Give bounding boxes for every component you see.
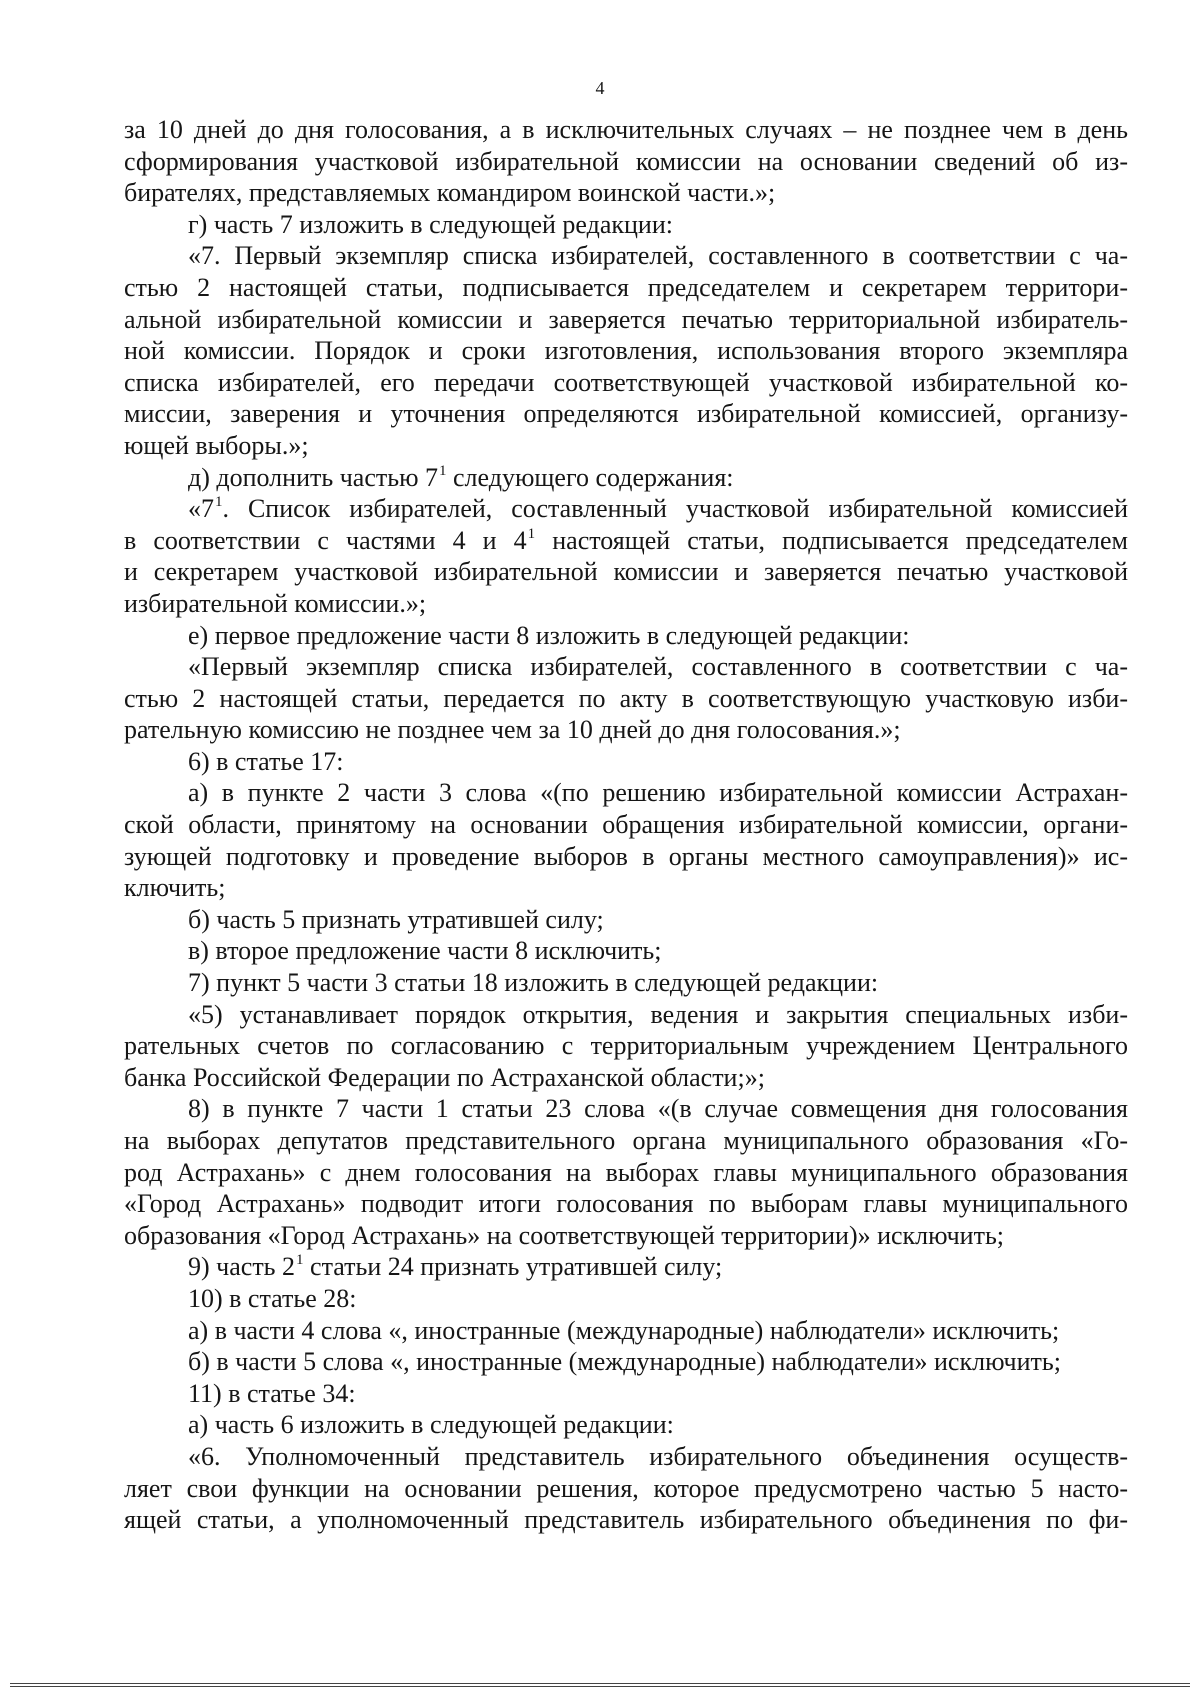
line-text: «Город Астрахань» подводит итоги голосования по выборам главы муниципального	[124, 1189, 1128, 1219]
line-text: миссии, заверения и уточнения определяются избирательной комиссией, организу-	[124, 399, 1128, 429]
line-text-continued: статьи 24 признать утратившей силу;	[303, 1252, 723, 1282]
line-text: банка Российской Федерации по Астраханской области;»;	[124, 1062, 765, 1092]
text-line	[124, 1220, 1128, 1252]
text-line	[124, 714, 1128, 746]
text-line	[124, 935, 1128, 967]
line-text: ящей статьи, а уполномоченный представитель избирательного объединения по фи-	[124, 1505, 1128, 1535]
line-text: ключить;	[124, 873, 226, 903]
text-line	[124, 999, 1128, 1031]
text-line	[124, 1409, 1128, 1441]
line-text: бирателях, представляемых командиром воинской части.»;	[124, 178, 776, 208]
text-line	[124, 872, 1128, 904]
page-number: 4	[595, 78, 605, 98]
line-text: «6. Уполномоченный представитель избирательного объединения осуществ-	[188, 1441, 1128, 1471]
text-line	[124, 1125, 1128, 1157]
line-text: «7	[188, 494, 214, 524]
text-line	[124, 209, 1128, 241]
document-body	[124, 114, 1128, 1536]
line-text: зующей подготовку и проведение выборов в органы местного самоуправления)» ис-	[124, 841, 1128, 871]
text-line	[124, 1441, 1128, 1473]
line-text: рательную комиссию не позднее чем за 10 дней до дня голосования.»;	[124, 715, 901, 745]
superscript: 1	[215, 494, 223, 511]
text-line	[124, 1473, 1128, 1505]
text-line	[124, 1315, 1128, 1347]
text-line	[124, 588, 1128, 620]
footer-rule	[10, 1686, 1190, 1687]
text-line	[124, 272, 1128, 304]
text-line	[124, 493, 1128, 525]
footer-rule	[10, 1683, 1190, 1684]
line-text: сформирования участковой избирательной комиссии на основании сведений об из-	[124, 146, 1128, 176]
superscript: 1	[296, 1252, 304, 1269]
line-text: стью 2 настоящей статьи, подписывается председателем и секретарем территори-	[124, 272, 1128, 302]
line-text-continued: следующего содержания:	[446, 462, 734, 492]
line-text: списка избирателей, его передачи соответствующей участковой избирательной ко-	[124, 367, 1128, 397]
text-line	[124, 746, 1128, 778]
text-line	[124, 1093, 1128, 1125]
text-line	[124, 367, 1128, 399]
line-text: а) часть 6 изложить в следующей редакции:	[188, 1410, 674, 1440]
line-text: е) первое предложение части 8 изложить в следующей редакции:	[188, 620, 910, 650]
line-text: 10) в статье 28:	[188, 1283, 357, 1313]
text-line	[124, 430, 1128, 462]
line-text: а) в части 4 слова «, иностранные (международные) наблюдатели» исключить;	[188, 1315, 1060, 1345]
text-line	[124, 683, 1128, 715]
text-line	[124, 146, 1128, 178]
line-text: образования «Город Астрахань» на соответствующей территории)» исключить;	[124, 1220, 1005, 1250]
line-text: и секретарем участковой избирательной комиссии и заверяется печатью участковой	[124, 557, 1128, 587]
line-text: избирательной комиссии.»;	[124, 588, 427, 618]
superscript: 1	[527, 525, 536, 542]
line-text: в) второе предложение части 8 исключить;	[188, 936, 662, 966]
text-line	[124, 1504, 1128, 1536]
line-text: ской области, принятому на основании обращения избирательной комиссии, органи-	[124, 810, 1128, 840]
line-text: б) в части 5 слова «, иностранные (международные) наблюдатели» исключить;	[188, 1347, 1061, 1377]
line-text: 7) пункт 5 части 3 статьи 18 изложить в следующей редакции:	[188, 968, 879, 998]
text-line	[124, 841, 1128, 873]
line-text: за 10 дней до дня голосования, а в исключительных случаях – не позднее чем в день	[124, 115, 1128, 144]
line-text: в соответствии с частями 4 и 4	[124, 525, 527, 555]
line-text: «7. Первый экземпляр списка избирателей, составленного в соответствии с ча-	[188, 241, 1128, 271]
line-text: 8) в пункте 7 части 1 статьи 23 слова «(в случае совмещения дня голосования	[188, 1094, 1128, 1124]
line-text: 11) в статье 34:	[188, 1378, 356, 1408]
line-text: «5) устанавливает порядок открытия, ведения и закрытия специальных изби-	[188, 999, 1128, 1029]
line-text: на выборах депутатов представительного органа муниципального образования «Го-	[124, 1126, 1128, 1155]
text-line	[124, 1346, 1128, 1378]
text-line	[124, 240, 1128, 272]
text-line	[124, 462, 1128, 494]
text-line	[124, 651, 1128, 683]
text-line	[124, 777, 1128, 809]
line-text: ной комиссии. Порядок и сроки изготовления, использования второго экземпляра	[124, 336, 1128, 366]
text-line	[124, 335, 1128, 367]
text-line	[124, 556, 1128, 588]
line-text-continued: . Список избирателей, составленный участковой избирательной комиссией	[222, 494, 1128, 524]
line-text: альной избирательной комиссии и заверяется печатью территориальной избиратель-	[124, 304, 1128, 334]
line-text-continued: настоящей статьи, подписывается председателем	[535, 525, 1128, 555]
text-line	[124, 304, 1128, 336]
text-line	[124, 1062, 1128, 1094]
text-line	[124, 177, 1128, 209]
text-line	[124, 525, 1128, 557]
line-text: «Первый экземпляр списка избирателей, составленного в соответствии с ча-	[188, 652, 1128, 682]
text-line	[124, 904, 1128, 936]
line-text: стью 2 настоящей статьи, передается по акту в соответствующую участковую изби-	[124, 683, 1128, 713]
line-text: ляет свои функции на основании решения, которое предусмотрено частью 5 насто-	[124, 1473, 1128, 1503]
line-text: рательных счетов по согласованию с территориальным учреждением Центрального	[124, 1031, 1128, 1061]
line-text: 9) часть 2	[188, 1252, 296, 1282]
text-line	[124, 1030, 1128, 1062]
line-text: а) в пункте 2 части 3 слова «(по решению избирательной комиссии Астрахан-	[188, 778, 1128, 808]
superscript: 1	[439, 462, 447, 479]
text-line	[124, 1251, 1128, 1283]
text-line	[124, 1157, 1128, 1189]
text-line	[124, 620, 1128, 652]
text-line	[124, 398, 1128, 430]
text-line	[124, 809, 1128, 841]
text-line	[124, 967, 1128, 999]
text-line	[124, 1378, 1128, 1410]
line-text: 6) в статье 17:	[188, 746, 344, 776]
line-text: род Астрахань» с днем голосования на выборах главы муниципального образования	[124, 1157, 1128, 1187]
line-text: г) часть 7 изложить в следующей редакции:	[188, 209, 673, 239]
text-line	[124, 114, 1128, 146]
text-line	[124, 1188, 1128, 1220]
text-line	[124, 1283, 1128, 1315]
line-text: д) дополнить частью 7	[188, 462, 439, 492]
line-text: б) часть 5 признать утратившей силу;	[188, 904, 604, 934]
line-text: ющей выборы.»;	[124, 430, 309, 460]
